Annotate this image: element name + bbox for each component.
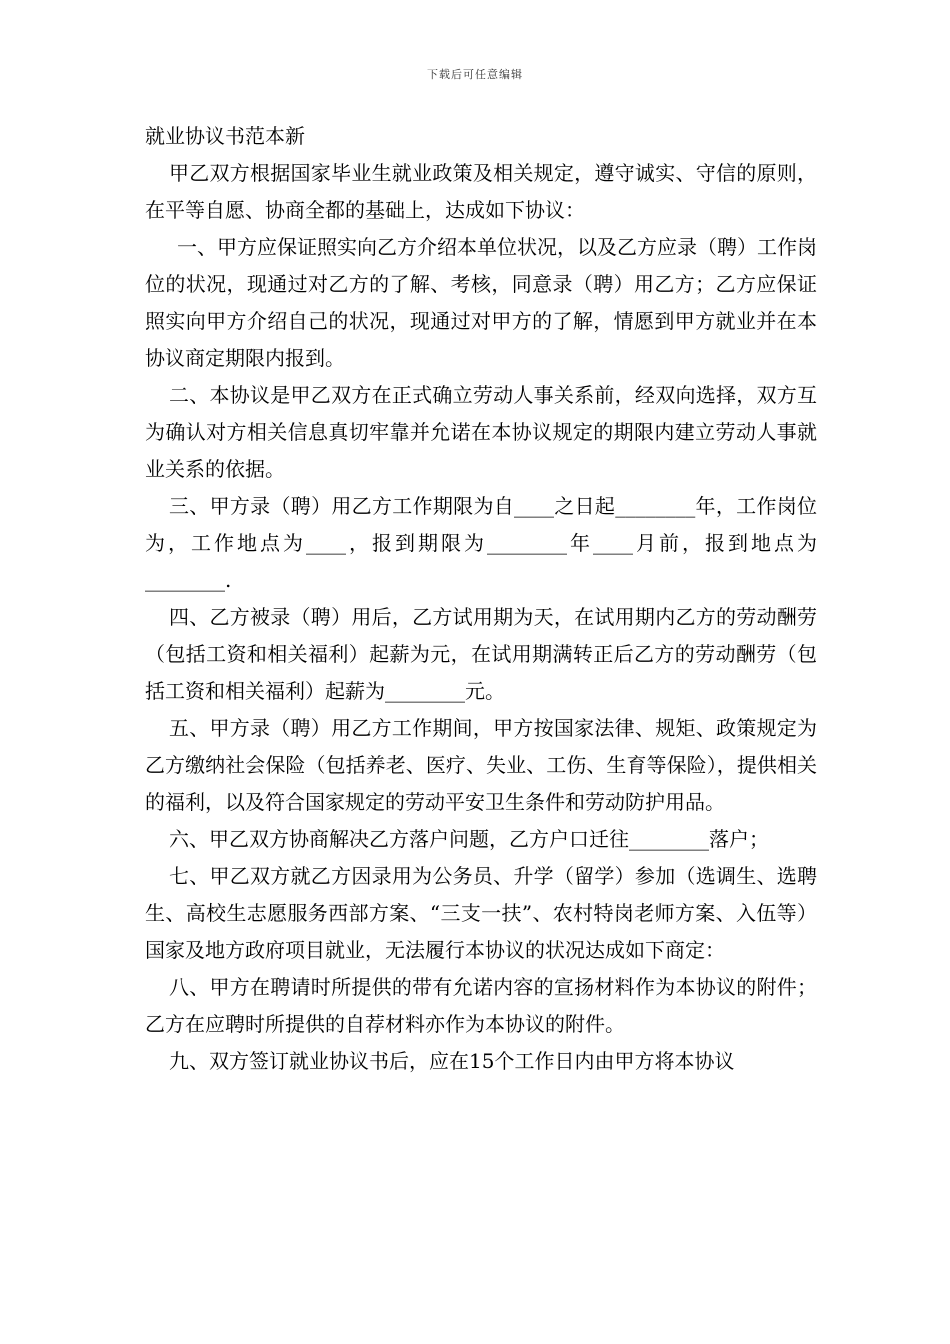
paragraph-clause-6: 六、甲乙双方协商解决乙方落户问题，乙方户口迁往________落户； [169, 827, 769, 851]
document-title: 就业协议书范本新 [145, 124, 305, 148]
paragraph-clause-5: 五、甲方录（聘）用乙方工作期间，甲方按国家法律、规矩、政策规定为乙方缴纳社会保险（包括养老、医疗、失业、工伤、生育等保险），提供相关的福利，以及符合国家规定的劳动平安卫生条件和劳动防护用品。 [145, 716, 817, 814]
paragraph-clause-3: 三、甲方录（聘）用乙方工作期限为自____之日起________年，工作岗位为，工作地点为____，报到期限为________年____月前，报到地点为________. [145, 494, 817, 592]
page-header: 下载后可任意编辑 [427, 68, 523, 81]
document-body [145, 118, 817, 1080]
paragraph-clause-4: 四、乙方被录（聘）用后，乙方试用期为天，在试用期内乙方的劳动酬劳（包括工资和相关福利）起薪为元，在试用期满转正后乙方的劳动酬劳（包括工资和相关福利）起薪为________元。 [145, 605, 817, 703]
paragraph-clause-7: 七、甲乙双方就乙方因录用为公务员、升学（留学）参加（选调生、选聘生、高校生志愿服务西部方案、“三支一扶”、农村特岗老师方案、入伍等）国家及地方政府项目就业，无法履行本协议的状况达成如下商定： [145, 864, 817, 962]
paragraph-clause-2: 二、本协议是甲乙双方在正式确立劳动人事关系前，经双向选择，双方互为确认对方相关信息真切牢靠并允诺在本协议规定的期限内建立劳动人事就业关系的依据。 [145, 383, 817, 481]
paragraph-clause-8: 八、甲方在聘请时所提供的带有允诺内容的宣扬材料作为本协议的附件；乙方在应聘时所提供的自荐材料亦作为本协议的附件。 [145, 975, 817, 1036]
paragraph-clause-9: 九、双方签订就业协议书后，应在15个工作日内由甲方将本协议 [169, 1049, 735, 1073]
paragraph-clause-1: 一、甲方应保证照实向乙方介绍本单位状况，以及乙方应录（聘）工作岗位的状况，现通过对乙方的了解、考核，同意录（聘）用乙方；乙方应保证照实向甲方介绍自己的状况，现通过对甲方的了解，情愿到甲方就业并在本协议商定期限内报到。 [145, 235, 817, 370]
paragraph-intro: 甲乙双方根据国家毕业生就业政策及相关规定，遵守诚实、守信的原则，在平等自愿、协商全都的基础上，达成如下协议： [145, 161, 817, 222]
